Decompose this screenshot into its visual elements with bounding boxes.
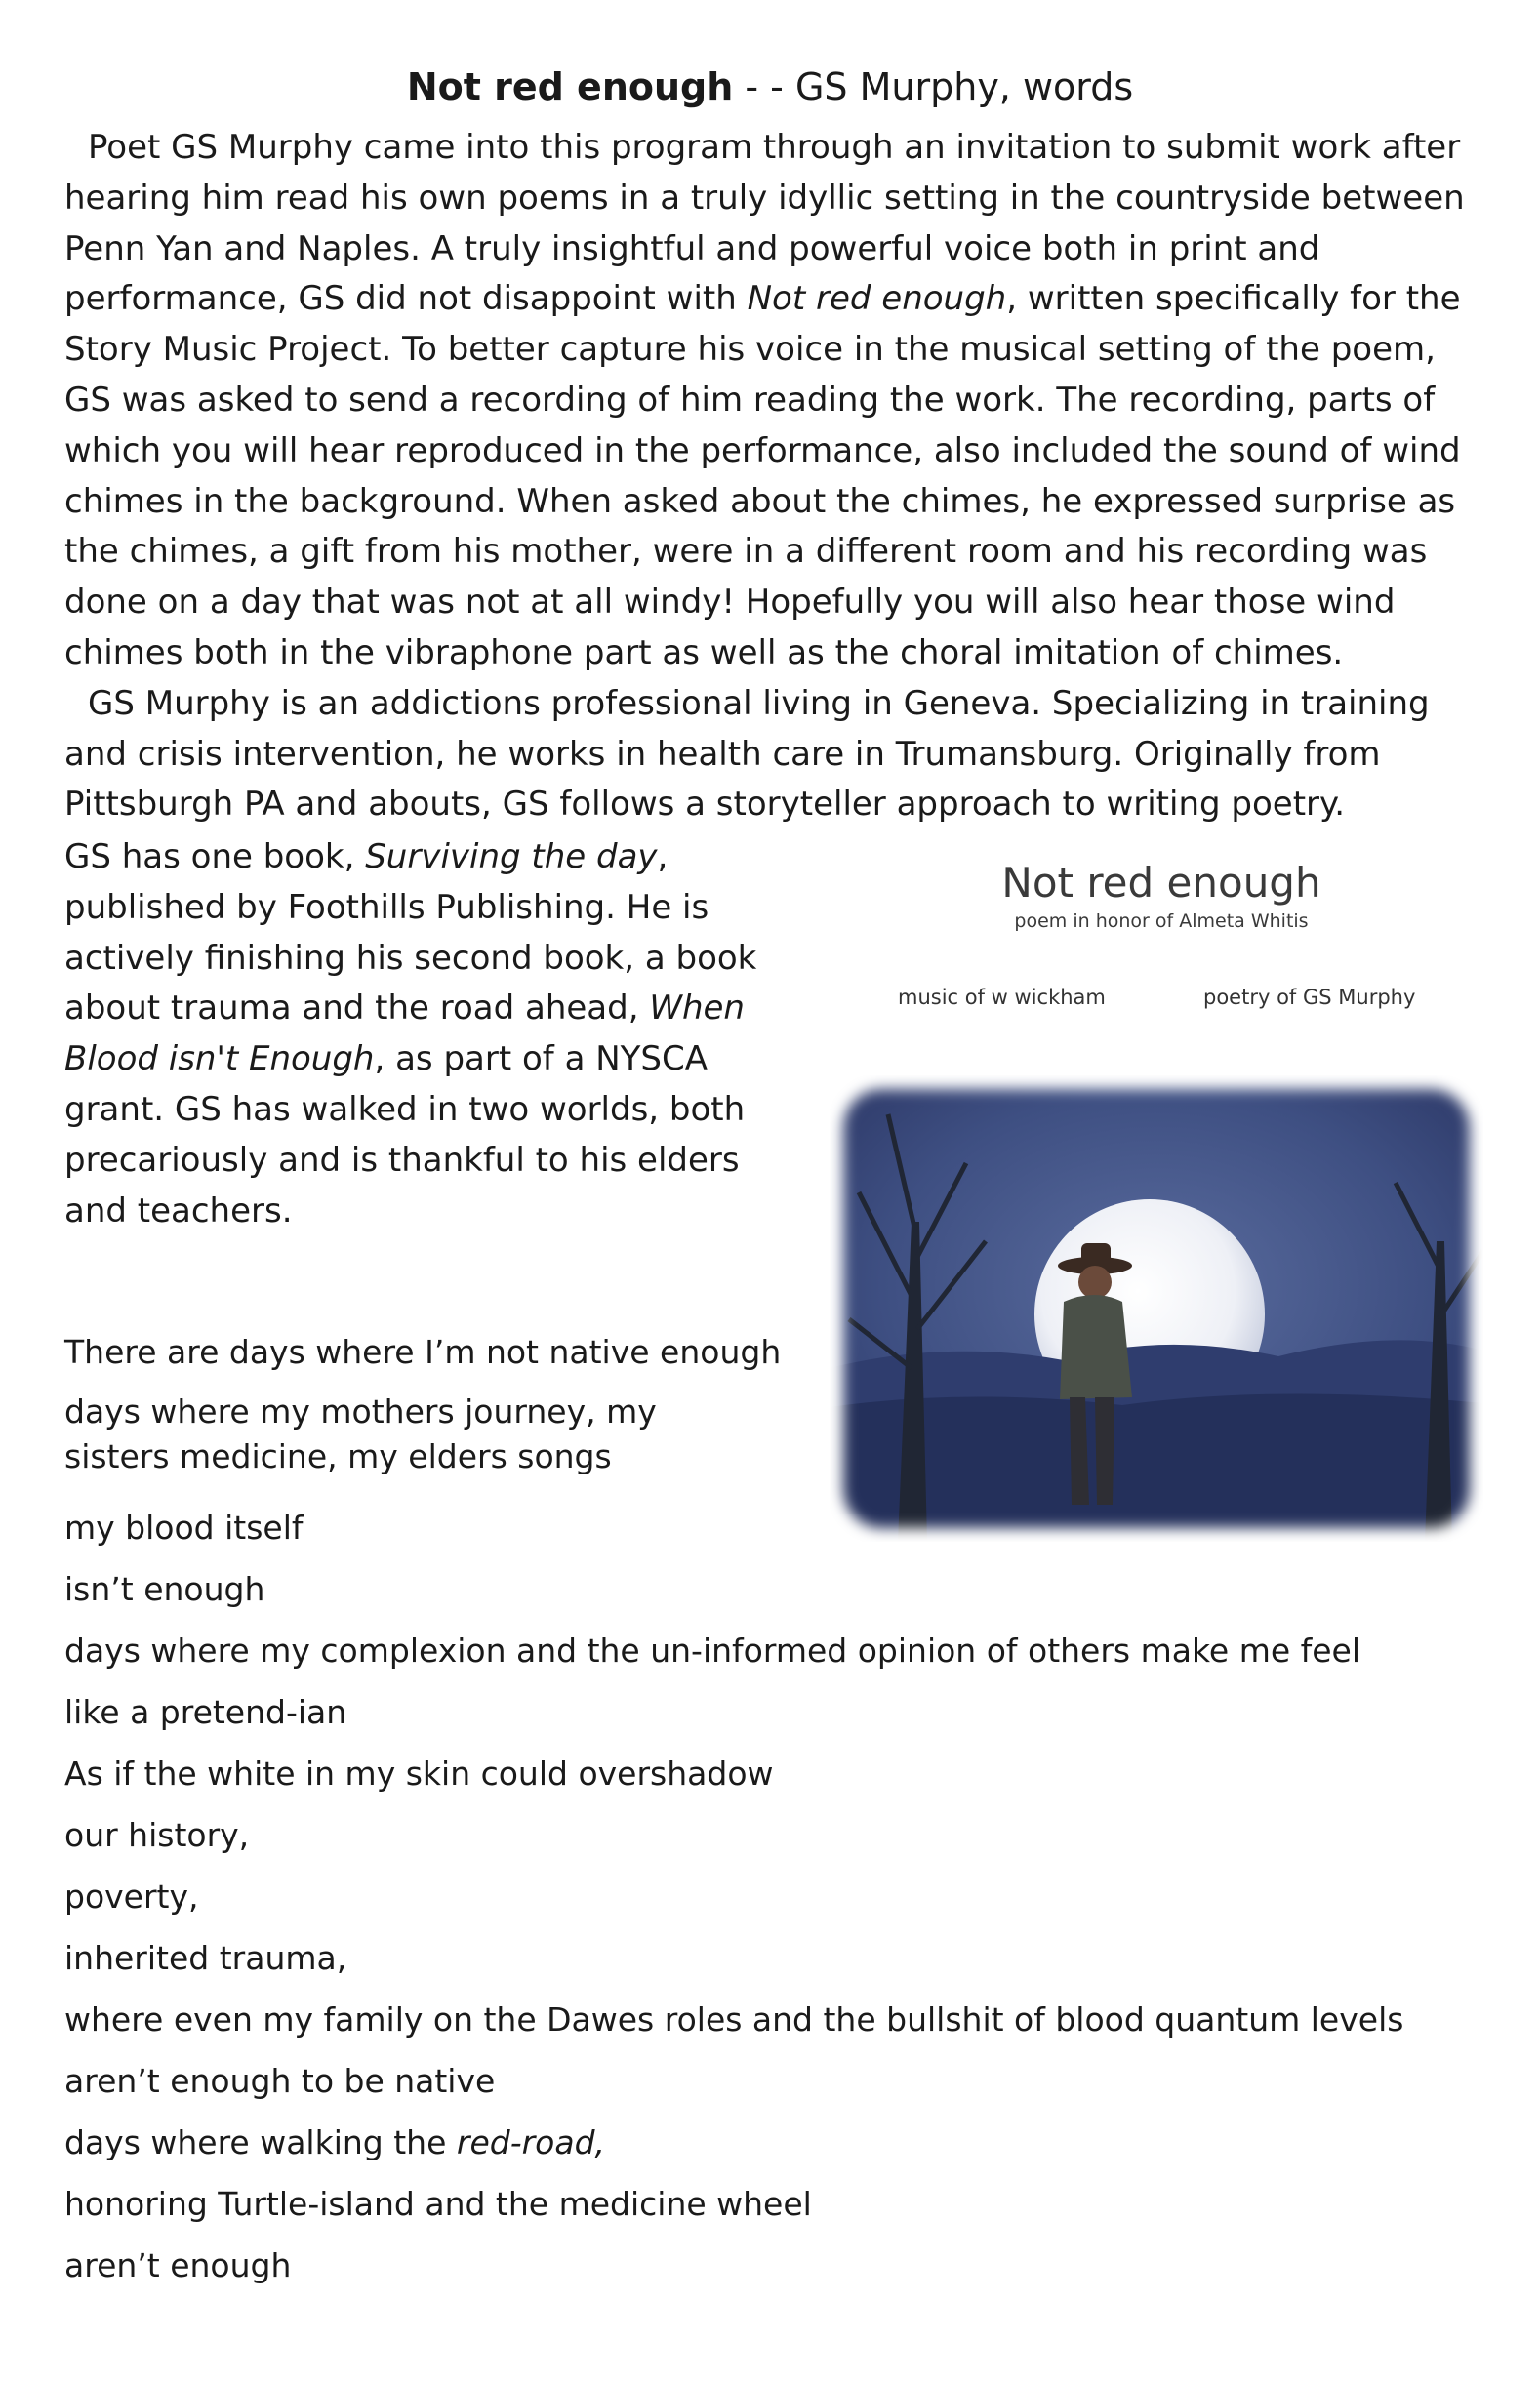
poem-line: my blood itself — [64, 1509, 304, 1547]
poster-title: Not red enough — [1001, 859, 1321, 907]
poem-line — [64, 2120, 605, 2166]
bio-start: GS has one book, — [64, 837, 366, 876]
poem-line-start: days where walking the — [64, 2123, 457, 2161]
intro-p1-end: , written specifically for the Story Music Project. To better capture his voice in the musical setting of the poem, GS was asked to send a recording of him reading the work. The recording, parts of which you will hear reproduced in the performance, also included the sound of wind chimes in the background. When asked about the chimes, he expressed surprise as the chimes, a gift from his mother, were in a different room and his recording was done on a day that was not at all windy! Hopefully you will also hear those wind chimes both in the vibraphone part as well as the choral imitation of chimes. — [64, 279, 1461, 672]
poem-line: where even my family on the Dawes roles and the bullshit of blood quantum levels — [64, 2000, 1404, 2039]
intro-p1-start: Poet GS Murphy came into this program through an invitation to submit work after hearing him read his own poems in a truly idyllic setting in the countryside between Penn Yan and Naples. A truly insightful and powerful voice both in print and performance, GS did not disappoint with — [64, 128, 1465, 319]
poetry-credit: poetry of GS Murphy — [1203, 986, 1416, 1009]
poem-line-italic: red-road, — [456, 2123, 606, 2161]
intro-paragraph-2: GS Murphy is an addictions professional living in Geneva. Specializing in training and crisis intervention, he works in health care in Trumansburg. Originally from Pittsburgh PA and abouts, GS follows a storyteller approach to writing poetry. — [64, 683, 1430, 825]
intro-text — [64, 123, 1479, 830]
poster — [830, 849, 1493, 1552]
bio-book-1: Surviving the day — [365, 837, 658, 876]
poem-line: There are days where I’m not native enough — [64, 1333, 782, 1371]
poem-line: like a pretend-ian — [64, 1693, 347, 1731]
bio-paragraph — [64, 832, 806, 1236]
title-rest: - - GS Murphy, words — [733, 65, 1134, 108]
poem-line: aren’t enough to be native — [64, 2062, 496, 2100]
poem-line: inherited trauma, — [64, 1939, 347, 1977]
poem-line: honoring Turtle-island and the medicine wheel — [64, 2185, 812, 2223]
bio-book-2: When Blood isn't Enough — [64, 989, 745, 1079]
poem-line: isn’t enough — [64, 1570, 265, 1608]
poster-subtitle: poem in honor of Almeta Whitis — [1014, 910, 1309, 932]
moon-artwork-image — [830, 1075, 1483, 1542]
intro-paragraph-1 — [64, 123, 1479, 679]
page-title — [0, 61, 1540, 113]
bio-middle: , published by Foothills Publishing. He is actively finishing his second book, a book about trauma and the road ahead, — [64, 837, 757, 1029]
poem-line: poverty, — [64, 1877, 199, 1916]
poem-line: As if the white in my skin could overshadow — [64, 1755, 774, 1793]
poem-line: days where my mothers journey, my sisters medicine, my elders songs — [64, 1393, 657, 1475]
bio-end: , as part of a NYSCA grant. GS has walked in two worlds, both precariously and is thankful to his elders and teachers. — [64, 1039, 746, 1231]
poem-line: our history, — [64, 1816, 250, 1854]
music-credit: music of w wickham — [898, 986, 1106, 1009]
poem-line: days where my complexion and the un-informed opinion of others make me feel — [64, 1632, 1361, 1670]
title-bold: Not red enough — [406, 65, 734, 108]
intro-p1-poem-title: Not red enough — [747, 279, 1007, 319]
poem-line: aren’t enough — [64, 2246, 292, 2284]
